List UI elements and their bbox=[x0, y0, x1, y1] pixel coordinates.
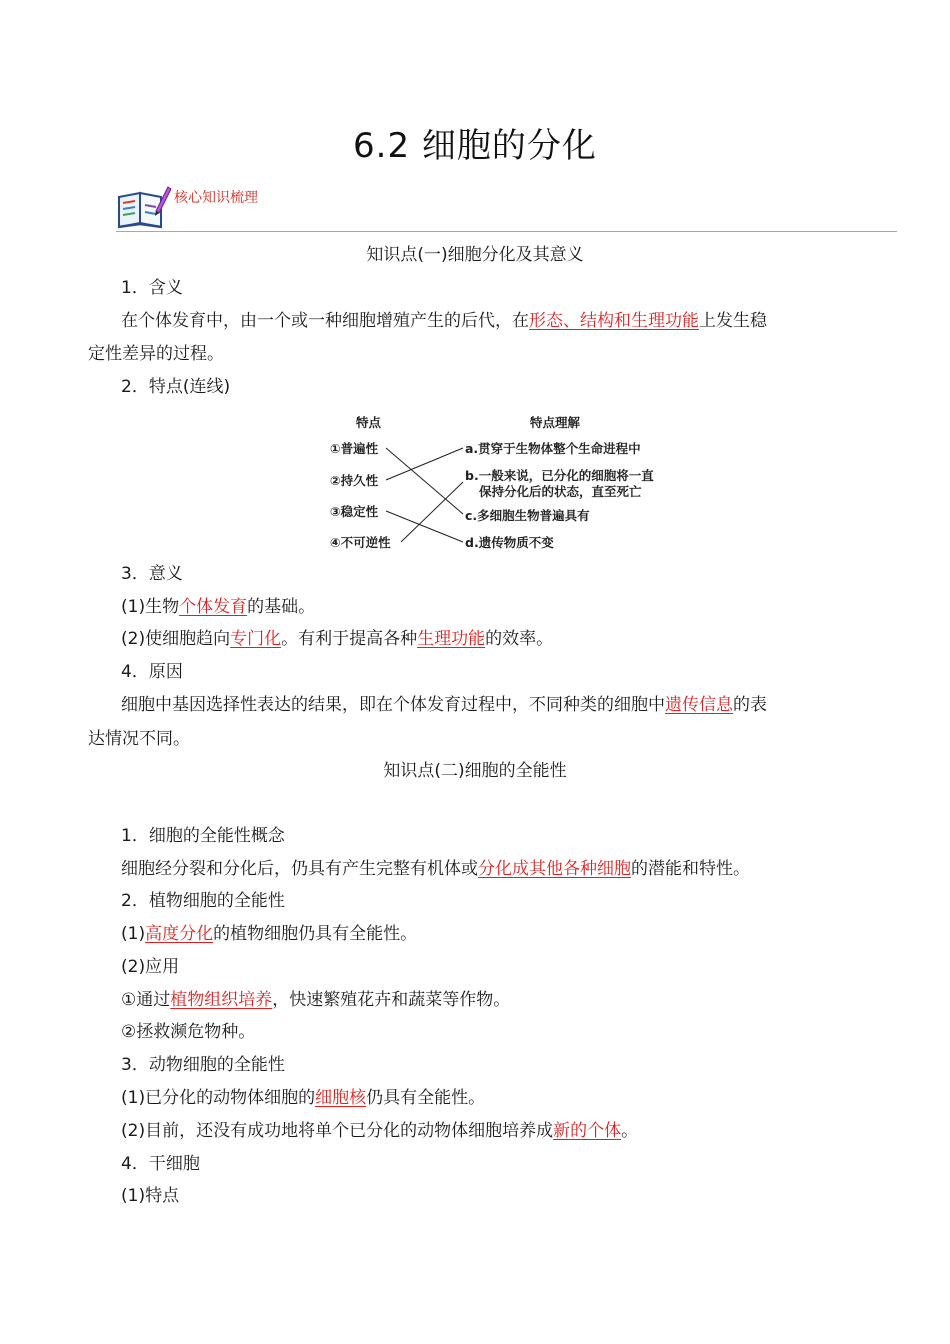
text: (1) bbox=[121, 924, 146, 944]
answer-text: 新的个体 bbox=[553, 1121, 622, 1141]
connector-line bbox=[386, 448, 463, 514]
diagram-left-item: ④不可逆性 bbox=[330, 535, 391, 550]
text: 的植物细胞仍具有全能性。 bbox=[213, 924, 418, 944]
answer-text: 分化成其他各种细胞 bbox=[478, 859, 631, 879]
text: 的潜能和特性。 bbox=[631, 859, 750, 879]
kp1-s4-title: 4．原因 bbox=[121, 662, 183, 682]
answer-text: 遗传信息 bbox=[665, 695, 733, 715]
diagram-left-header: 特点 bbox=[356, 415, 382, 430]
kp2-s1-title: 1．细胞的全能性概念 bbox=[121, 826, 285, 846]
text: 的效率。 bbox=[485, 629, 554, 649]
divider-line bbox=[116, 231, 897, 232]
answer-text: 生理功能 bbox=[417, 629, 486, 649]
kp2-s2-item2: (2)应用 bbox=[121, 957, 180, 977]
text: 在个体发育中，由一个或一种细胞增殖产生的后代，在 bbox=[121, 311, 529, 331]
text: 的基础。 bbox=[247, 597, 316, 617]
kp1-s2-title: 2．特点(连线) bbox=[121, 377, 231, 397]
diagram-right-item: a.贯穿于生物体整个生命进程中 bbox=[465, 441, 641, 456]
diagram-right-item: b.一般来说，已分化的细胞将一直 bbox=[465, 468, 654, 483]
text: ①通过 bbox=[121, 990, 171, 1010]
text: (2)使细胞趋向 bbox=[121, 629, 231, 649]
answer-text: 形态、结构和生理功能 bbox=[529, 311, 699, 331]
diagram-connector-lines bbox=[326, 410, 666, 555]
text: 细胞中基因选择性表达的结果，即在个体发育过程中，不同种类的细胞中 bbox=[121, 695, 665, 715]
diagram-left-item: ③稳定性 bbox=[330, 504, 379, 519]
text: 细胞经分裂和分化后，仍具有产生完整有机体或 bbox=[121, 859, 478, 879]
kp1-s3-item1 bbox=[121, 595, 315, 619]
text: 。 bbox=[621, 1121, 639, 1141]
kp2-s3-item2 bbox=[121, 1119, 638, 1143]
answer-text: 专门化 bbox=[230, 629, 282, 649]
text: (2)目前，还没有成功地将单个已分化的动物体细胞培养成 bbox=[121, 1121, 554, 1141]
diagram-left-item: ②持久性 bbox=[330, 473, 379, 488]
connector-line bbox=[386, 511, 463, 542]
diagram-right-item-cont: 保持分化后的状态，直至死亡 bbox=[479, 484, 642, 499]
text: ，快速繁殖花卉和蔬菜等作物。 bbox=[272, 990, 511, 1010]
diagram-right-item: d.遗传物质不变 bbox=[465, 535, 554, 550]
kp1-s1-line2: 定性差异的过程。 bbox=[88, 344, 224, 364]
connector-line bbox=[401, 482, 463, 542]
kp2-s2-app2: ②拯救濒危物种。 bbox=[121, 1022, 256, 1042]
answer-text: 个体发育 bbox=[179, 597, 248, 617]
kp1-s1-title: 1．含义 bbox=[121, 278, 183, 298]
text: 。有利于提高各种 bbox=[281, 629, 418, 649]
answer-text: 细胞核 bbox=[315, 1088, 367, 1108]
kp2-s2-title: 2．植物细胞的全能性 bbox=[121, 891, 285, 911]
kp2-s1-line bbox=[121, 857, 750, 881]
kp2-s3-title: 3．动物细胞的全能性 bbox=[121, 1055, 285, 1075]
kp1-s3-item2 bbox=[121, 627, 553, 651]
kp2-s2-app1 bbox=[121, 988, 510, 1012]
text: (1)已分化的动物体细胞的 bbox=[121, 1088, 316, 1108]
matching-diagram bbox=[326, 410, 666, 555]
kp2-s2-item1 bbox=[121, 922, 417, 946]
kp2-s4-item1: (1)特点 bbox=[121, 1186, 180, 1206]
text: (1)生物 bbox=[121, 597, 180, 617]
kp1-s1-line1 bbox=[121, 309, 767, 333]
text: 的表 bbox=[733, 695, 767, 715]
text: 上发生稳 bbox=[699, 311, 767, 331]
diagram-left-item: ①普遍性 bbox=[330, 441, 379, 456]
notebook-icon bbox=[116, 183, 172, 229]
connector-line bbox=[386, 448, 463, 480]
kp2-heading: 知识点(二)细胞的全能性 bbox=[383, 761, 567, 781]
answer-text: 高度分化 bbox=[145, 924, 214, 944]
kp2-s3-item1 bbox=[121, 1086, 485, 1110]
diagram-right-header: 特点理解 bbox=[530, 415, 581, 430]
page-title: 6.2 细胞的分化 bbox=[353, 126, 597, 166]
answer-text: 植物组织培养 bbox=[170, 990, 273, 1010]
text: 仍具有全能性。 bbox=[366, 1088, 486, 1108]
kp1-heading: 知识点(一)细胞分化及其意义 bbox=[366, 245, 584, 265]
kp1-s4-line1 bbox=[121, 693, 767, 717]
kp1-s4-line2: 达情况不同。 bbox=[88, 729, 190, 749]
kp2-s4-title: 4．干细胞 bbox=[121, 1154, 200, 1174]
diagram-right-item: c.多细胞生物普遍具有 bbox=[465, 508, 590, 523]
kp1-s3-title: 3．意义 bbox=[121, 564, 183, 584]
section-label: 核心知识梳理 bbox=[174, 190, 258, 206]
